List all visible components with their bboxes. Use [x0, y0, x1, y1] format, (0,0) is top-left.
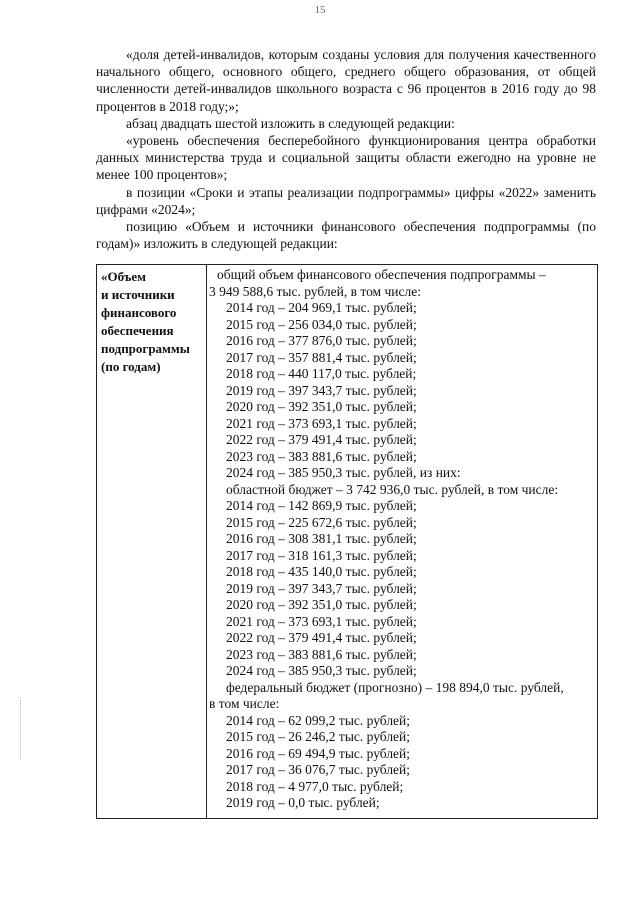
year-line: 2014 год – 62 099,2 тыс. рублей;: [226, 712, 411, 728]
year-line: 2018 год – 440 117,0 тыс. рублей;: [226, 366, 417, 381]
left-cell-line: финансового: [101, 305, 177, 320]
paragraph: позицию «Объем и источники финансового обеспечения подпрограммы (по годам)» изложить в следующей редакции:: [96, 219, 596, 252]
year-line: 2017 год – 318 161,3 тыс. рублей;: [226, 547, 417, 563]
table-left-cell: [97, 265, 207, 818]
year-line: 2014 год – 142 869,9 тыс. рублей;: [226, 498, 417, 513]
year-line: 2021 год – 373 693,1 тыс. рублей;: [226, 613, 417, 629]
total-years-list: [209, 300, 594, 482]
table-right-cell: [207, 265, 597, 818]
year-line: 2021 год – 373 693,1 тыс. рублей;: [226, 415, 417, 431]
year-line: 2015 год – 225 672,6 тыс. рублей;: [226, 514, 417, 530]
financing-table: [96, 264, 598, 819]
year-line: 2015 год – 256 034,0 тыс. рублей;: [226, 316, 417, 332]
page-number: 15: [314, 4, 326, 16]
year-line: 2016 год – 69 494,9 тыс. рублей;: [226, 745, 411, 761]
left-cell-line: и источники: [101, 287, 175, 302]
year-line: 2022 год – 379 491,4 тыс. рублей;: [226, 432, 417, 447]
margin-mark: [20, 700, 23, 760]
year-line: 2017 год – 36 076,7 тыс. рублей;: [226, 762, 411, 777]
federal-years-list: [209, 713, 594, 812]
year-line: 2015 год – 26 246,2 тыс. рублей;: [226, 729, 411, 744]
document-body: [96, 46, 596, 252]
year-line: 2018 год – 435 140,0 тыс. рублей;: [226, 564, 417, 579]
year-line: 2016 год – 308 381,1 тыс. рублей;: [226, 531, 417, 546]
left-cell-line: (по годам): [101, 359, 161, 374]
left-cell-line: обеспечения: [101, 323, 174, 338]
paragraph: «доля детей-инвалидов, которым созданы условия для получения качественного начального общего, основного общего, среднего общего образования, от общей численности детей-инвалидов школьного возраста с 96 процентов в 2016 году до 98 процентов в 2018 году;»;: [96, 47, 596, 114]
year-line: 2017 год – 357 881,4 тыс. рублей;: [226, 349, 417, 365]
paragraph: в позиции «Сроки и этапы реализации подпрограммы» цифры «2022» заменить цифрами «2024»;: [96, 184, 596, 217]
paragraph: «уровень обеспечения бесперебойного функционирования центра обработки данных министерства труда и социальной защиты области ежегодно на уровне не менее 100 процентов»;: [96, 133, 596, 183]
left-cell-line: «Объем: [101, 269, 146, 284]
regional-years-list: [209, 498, 594, 680]
year-line: 2019 год – 0,0 тыс. рублей;: [226, 795, 380, 810]
total-line: 3 949 588,6 тыс. рублей, в том числе:: [209, 283, 421, 299]
year-line: 2023 год – 383 881,6 тыс. рублей;: [226, 448, 417, 464]
year-line: 2016 год – 377 876,0 тыс. рублей;: [226, 333, 417, 348]
year-line: 2020 год – 392 351,0 тыс. рублей;: [226, 597, 417, 612]
year-line: 2020 год – 392 351,0 тыс. рублей;: [226, 399, 417, 414]
year-line: 2018 год – 4 977,0 тыс. рублей;: [226, 778, 404, 794]
federal-line: федеральный бюджет (прогнозно) – 198 894,0 тыс. рублей,: [226, 679, 564, 695]
year-line: 2023 год – 383 881,6 тыс. рублей;: [226, 646, 417, 662]
year-line: 2024 год – 385 950,3 тыс. рублей;: [226, 663, 417, 678]
regional-line: областной бюджет – 3 742 936,0 тыс. рублей, в том числе:: [226, 481, 559, 497]
total-line: общий объем финансового обеспечения подпрограммы –: [217, 267, 546, 282]
year-line: 2024 год – 385 950,3 тыс. рублей, из них:: [226, 465, 461, 480]
year-line: 2019 год – 397 343,7 тыс. рублей;: [226, 580, 417, 596]
federal-line: в том числе:: [209, 696, 280, 711]
year-line: 2014 год – 204 969,1 тыс. рублей;: [226, 300, 417, 315]
year-line: 2019 год – 397 343,7 тыс. рублей;: [226, 382, 417, 398]
paragraph: абзац двадцать шестой изложить в следующей редакции:: [126, 115, 455, 131]
left-cell-line: подпрограммы: [101, 341, 190, 356]
year-line: 2022 год – 379 491,4 тыс. рублей;: [226, 630, 417, 645]
